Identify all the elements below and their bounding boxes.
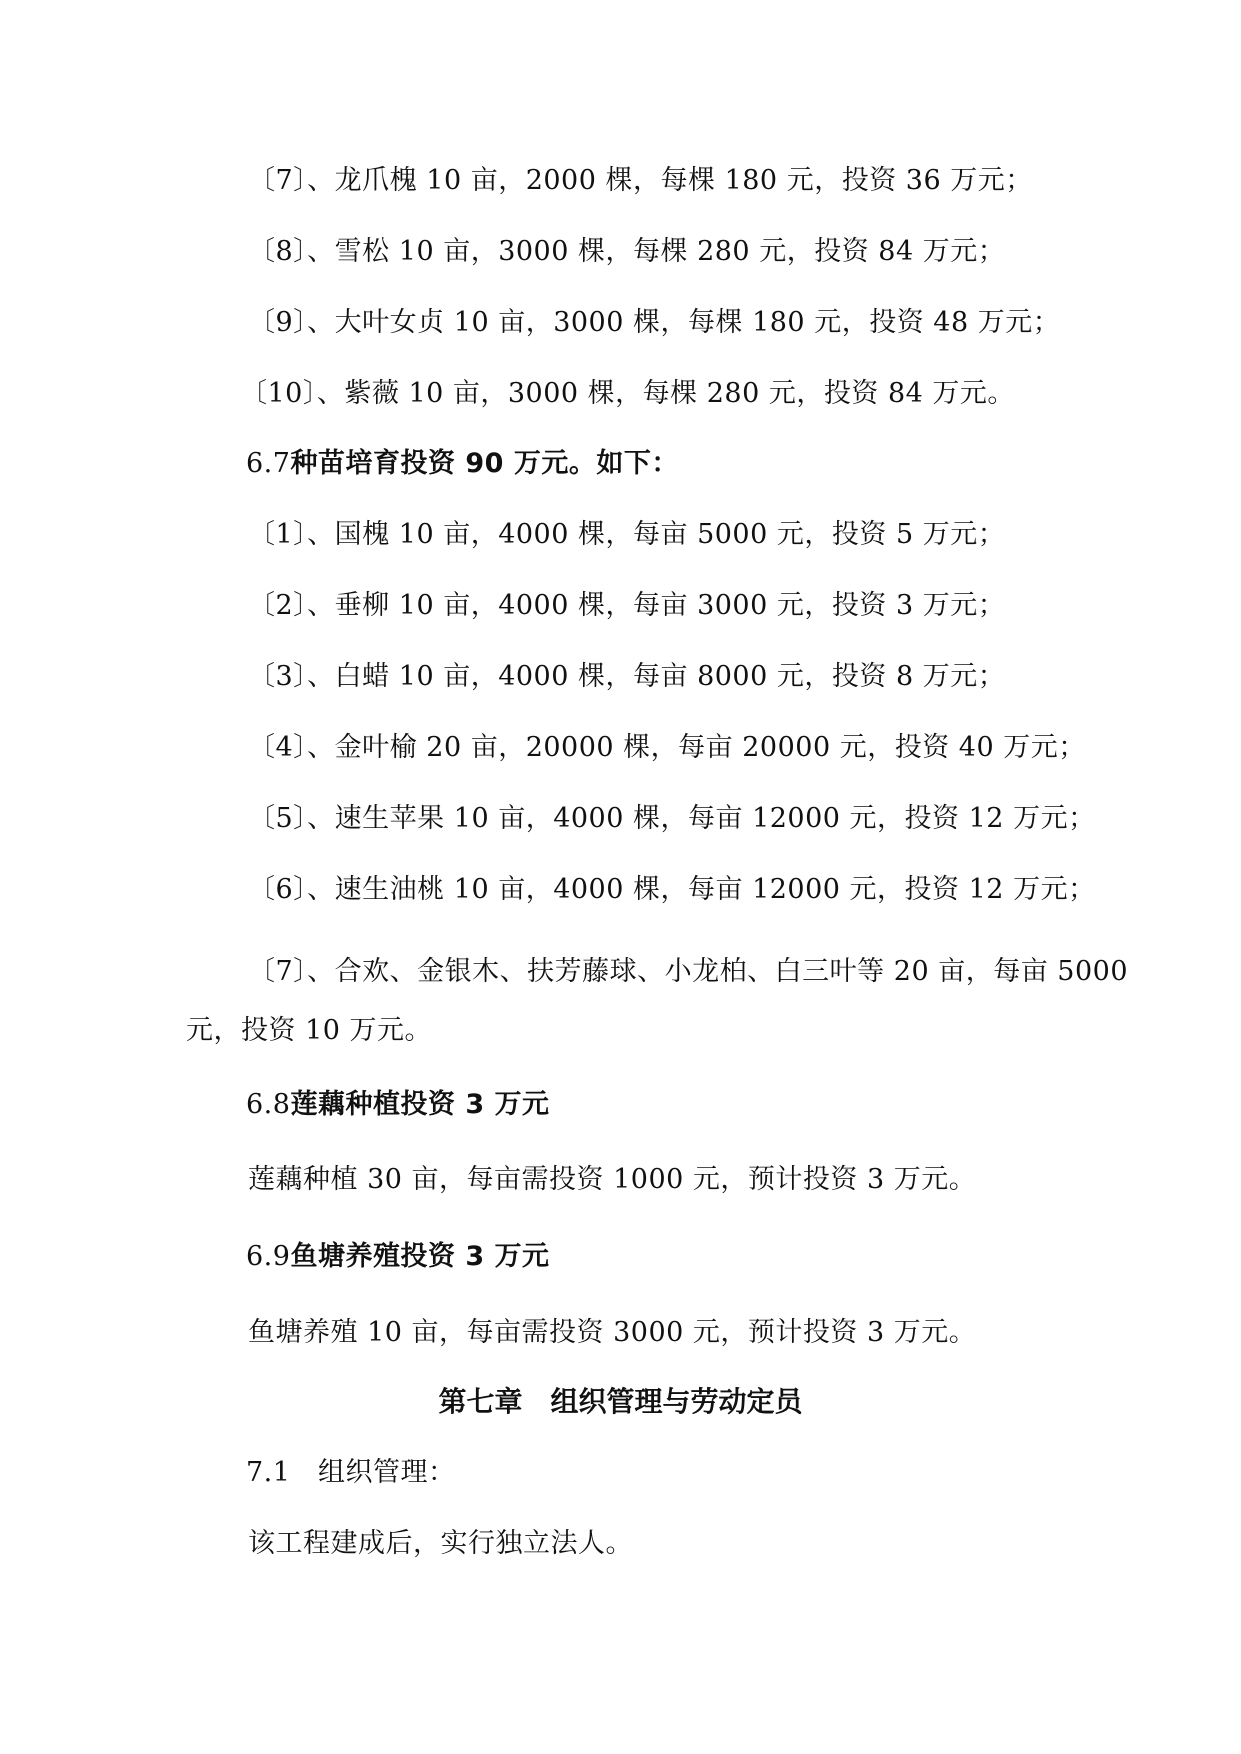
list-item: 〔7〕、龙爪槐 10 亩，2000 棵，每棵 180 元，投资 36 万元； <box>248 165 1033 196</box>
list-item-continuation: 元，投资 10 万元。 <box>186 1015 433 1046</box>
paragraph: 莲藕种植 30 亩，每亩需投资 1000 元，预计投资 3 万元。 <box>248 1164 977 1195</box>
section-title: 莲藕种植投资 3 万元 <box>290 1089 550 1120</box>
section-number: 6.9 <box>246 1241 291 1272</box>
section-number: 6.8 <box>246 1089 291 1120</box>
list-item: 〔4〕、金叶榆 20 亩，20000 棵，每亩 20000 元，投资 40 万元； <box>248 732 1086 763</box>
list-item: 〔8〕、雪松 10 亩，3000 棵，每棵 280 元，投资 84 万元； <box>248 236 1006 267</box>
section-heading-7-1: 7.1 组织管理： <box>246 1457 456 1488</box>
paragraph: 鱼塘养殖 10 亩，每亩需投资 3000 元，预计投资 3 万元。 <box>248 1317 977 1348</box>
list-item: 〔10〕、紫薇 10 亩，3000 棵，每棵 280 元，投资 84 万元。 <box>240 378 1015 409</box>
chapter-title: 第七章 组织管理与劳动定员 <box>438 1385 803 1418</box>
section-title: 鱼塘养殖投资 3 万元 <box>290 1241 550 1272</box>
section-title: 种苗培育投资 90 万元。如下： <box>290 448 679 479</box>
section-heading-6-7 <box>246 441 679 480</box>
list-item: 〔7〕、合欢、金银木、扶芳藤球、小龙柏、白三叶等 20 亩，每亩 5000 <box>248 956 1128 987</box>
list-item: 〔6〕、速生油桃 10 亩，4000 棵，每亩 12000 元，投资 12 万元； <box>248 874 1096 905</box>
section-heading-6-8 <box>246 1082 550 1121</box>
list-item: 〔1〕、国槐 10 亩，4000 棵，每亩 5000 元，投资 5 万元； <box>248 519 1006 550</box>
section-heading-6-9 <box>246 1234 550 1273</box>
section-number: 6.7 <box>246 448 291 479</box>
list-item: 〔5〕、速生苹果 10 亩，4000 棵，每亩 12000 元，投资 12 万元； <box>248 803 1096 834</box>
list-item: 〔2〕、垂柳 10 亩，4000 棵，每亩 3000 元，投资 3 万元； <box>248 590 1006 621</box>
paragraph: 该工程建成后，实行独立法人。 <box>248 1528 633 1559</box>
list-item: 〔9〕、大叶女贞 10 亩，3000 棵，每棵 180 元，投资 48 万元； <box>248 307 1061 338</box>
list-item: 〔3〕、白蜡 10 亩，4000 棵，每亩 8000 元，投资 8 万元； <box>248 661 1006 692</box>
